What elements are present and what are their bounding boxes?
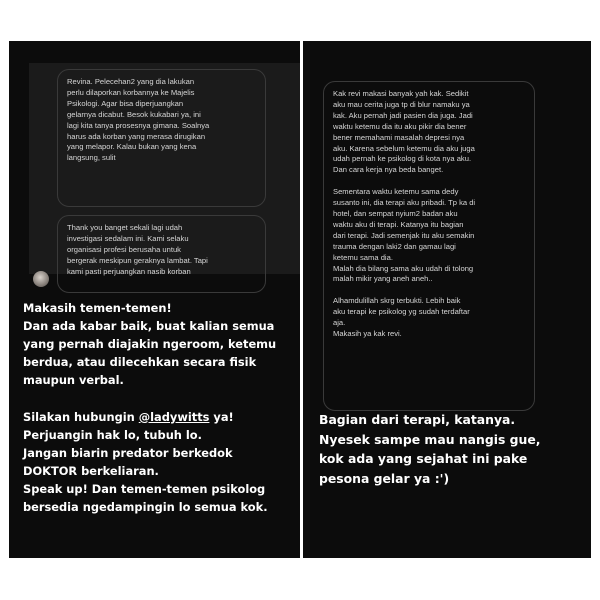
right-story-caption: Bagian dari terapi, katanya. Nyesek sampe mau nangis gue, kok ada yang sejahat ini pake pesona gelar ya :'): [319, 412, 541, 486]
left-chat-screenshot: [29, 63, 300, 274]
message-bubble-testimony: Kak revi makasi banyak yah kak. Sedikit aku mau cerita juga tp di blur namaku ya kak. Aku pernah jadi pasien dia juga. Jadi waktu ketemu dia itu aku pikir dia bener bener memahami masalah depresi nya aku. Karena sebelum ketemu dia aku juga udah pernah ke psikolog di kota nya aku. Dan cara kerja nya beda banget. Sementara waktu ketemu sama dedy susanto ini, dia terapi aku pribadi. Tp ka di hotel, dan sempat nyium2 badan aku waktu aku di terapi. Katanya itu bagian dari terapi. Jadi semenjak itu aku semakin trauma dengan laki2 dan gamau lagi ketemu sama dia. Malah dia bilang sama aku udah di tolong malah mikir yang aneh aneh.. Alhamdulillah skrg terbukti. Lebih baik aku terapi ke psikolog yg sudah terdaftar aja. Makasih ya kak revi.: [323, 81, 535, 411]
message-bubble-reply-2: Thank you banget sekali lagi udah investigasi sedalam ini. Kami selaku organisasi profesi berusaha untuk bergerak meskipun geraknya lambat. Tapi kami pasti perjuangkan nasib korban: [57, 215, 266, 293]
caption-text-outro: ya! Perjuangin hak lo, tubuh lo. Jangan biarin predator berkedok DOKTOR berkeliaran. Speak up! Dan temen-temen psikolog bersedia ngedampingin lo semua kok.: [23, 409, 268, 515]
sender-avatar[interactable]: [33, 271, 49, 287]
left-story-panel: [9, 41, 300, 558]
mention-link-ladywitts[interactable]: @ladywitts: [138, 409, 210, 424]
message-bubble-reply-1: Revina. Pelecehan2 yang dia lakukan perlu dilaporkan korbannya ke Majelis Psikologi. Agar bisa diperjuangkan gelarnya dicabut. Besok kukabari ya, ini lagi kita tanya prosesnya gimana. Soalnya harus ada korban yang merasa dirugikan yang melapor. Kalau bukan yang kena langsung, sulit: [57, 69, 266, 207]
right-story-panel: [303, 41, 591, 558]
caption-text-intro: Makasih temen-temen! Dan ada kabar baik, buat kalian semua yang pernah diajakin ngeroom, ketemu berdua, atau dilecehkan secara fisik maupun verbal. Silakan hubungin: [23, 301, 277, 424]
left-story-caption: [23, 299, 293, 516]
